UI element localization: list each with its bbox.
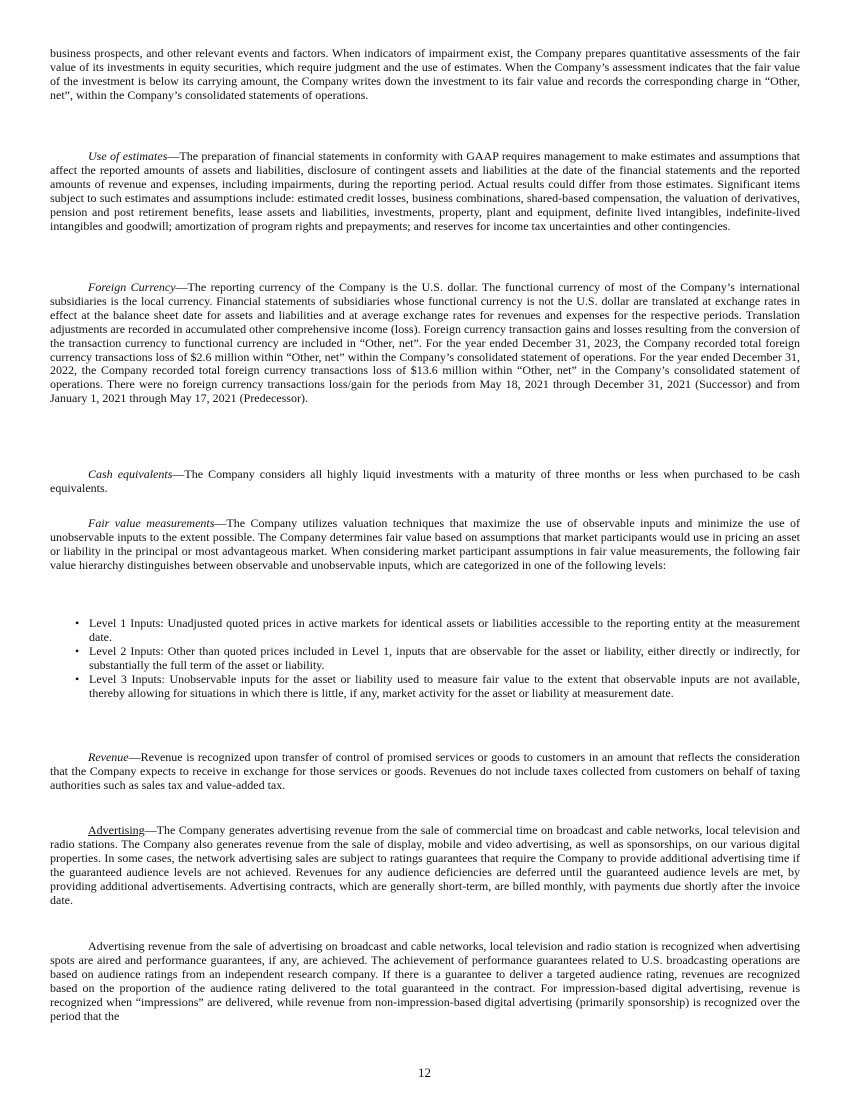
list-item-text: Level 3 Inputs: Unobservable inputs for the asset or liability used to measure fair value to the extent that observable inputs are not available, thereby allowing for situations in which there is little, if any, market activity for the asset or liability at measurement date. xyxy=(89,671,800,700)
revenue-paragraph xyxy=(50,751,800,793)
cash-equivalents-heading: Cash equivalents xyxy=(88,467,173,481)
revenue-heading: Revenue xyxy=(88,750,129,764)
revenue-text: —Revenue is recognized upon transfer of control of promised services or goods to customers in an amount that reflects the consideration that the Company expects to receive in exchange for those services or goods. Revenues do not include taxes collected from customers on behalf of taxing authorities such as sales tax and value-added tax. xyxy=(50,750,800,792)
advertising-text: —The Company generates advertising revenue from the sale of commercial time on broadcast and cable networks, local television and radio stations. The Company also generates revenue from the sale of display, mobile and video advertising, as well as sponsorships, on our various digital properties. In some cases, the network advertising sales are subject to ratings guarantees that require the Company to provide additional advertising time if the guaranteed audience levels are not achieved. Revenues for any audience deficiencies are deferred until the guaranteed audience levels are met, by providing additional advertisements. Advertising contracts, which are generally short-term, are billed monthly, with payments due shortly after the invoice date. xyxy=(50,823,800,907)
bullet-marker: • xyxy=(75,643,80,658)
list-item-text: Level 1 Inputs: Unadjusted quoted prices in active markets for identical assets or liabilities accessible to the reporting entity at the measurement date. xyxy=(89,616,800,644)
impairment-paragraph: business prospects, and other relevant events and factors. When indicators of impairment exist, the Company prepares quantitative assessments of the fair value of its investments in equity securities, which require judgment and the use of estimates. When the Company’s assessment indicates that the fair value of the investment is below its carrying amount, the Company writes down the investment to its fair value and records the corresponding charge in “Other, net”, within the Company’s consolidated statements of operations. xyxy=(50,46,800,102)
use-of-estimates-paragraph xyxy=(50,150,800,233)
fair-value-levels-list xyxy=(50,617,800,700)
list-item xyxy=(50,645,800,673)
page-number: 12 xyxy=(418,1065,431,1080)
foreign-currency-paragraph xyxy=(50,281,800,406)
list-item xyxy=(50,673,800,701)
bullet-marker: • xyxy=(75,616,80,630)
fair-value-paragraph xyxy=(50,517,800,573)
cash-equivalents-paragraph xyxy=(50,468,800,496)
advertising-heading: Advertising xyxy=(88,823,145,837)
advertising-revenue-paragraph: Advertising revenue from the sale of advertising on broadcast and cable networks, local television and radio station is recognized when advertising spots are aired and performance guarantees, if any, are achieved. The achievement of performance guarantees related to U.S. broadcasting operations are based on audience ratings from an independent research company. If there is a guarantee to deliver a targeted audience rating, revenues are recognized based on the proportion of the audience rating delivered to the total guaranteed in the contract. For impression-based digital advertising, revenue is recognized when “impressions” are delivered, while revenue from non-impression-based digital advertising (primarily sponsorship) is recognized over the period that the xyxy=(50,939,800,1023)
foreign-currency-heading: Foreign Currency xyxy=(88,280,176,294)
use-of-estimates-heading: Use of estimates xyxy=(88,149,168,163)
list-item-text: Level 2 Inputs: Other than quoted prices included in Level 1, inputs that are observable for the asset or liability, either directly or indirectly, for substantially the full term of the asset or liability. xyxy=(89,643,800,672)
cash-equivalents-text: —The Company considers all highly liquid investments with a maturity of three months or less when purchased to be cash equivalents. xyxy=(50,467,801,495)
fair-value-heading: Fair value measurements xyxy=(88,516,215,530)
fair-value-text: —The Company utilizes valuation techniques that maximize the use of observable inputs and minimize the use of unobservable inputs to the extent possible. The Company determines fair value based on assumptions that market participants would use in pricing an asset or liability in the principal or most advantageous market. When considering market participant assumptions in fair value measurements, the following fair value hierarchy distinguishes between observable and unobservable inputs, which are categorized in one of the following levels: xyxy=(50,516,801,572)
use-of-estimates-text: —The preparation of financial statements in conformity with GAAP requires management to make estimates and assumptions that affect the reported amounts of assets and liabilities, disclosure of contingent assets and liabilities at the date of the financial statements and the reported amounts of revenue and expenses, including impairments, during the reporting period. Actual results could differ from those estimates. Significant items subject to such estimates and assumptions include: estimated credit losses, business combinations, shared-based compensation, the valuation of derivatives, pension and post retirement benefits, lease assets and liabilities, investments, property, plant and equipment, definite lived intangibles, indefinite-lived intangibles and goodwill; amortization of program rights and prepayments; and reserves for income tax uncertainties and other contingencies. xyxy=(50,149,800,233)
advertising-paragraph xyxy=(50,824,800,907)
list-item xyxy=(50,617,800,645)
foreign-currency-text: —The reporting currency of the Company is the U.S. dollar. The functional currency of most of the Company’s international subsidiaries is the local currency. Financial statements of subsidiaries whose functional currency is not the U.S. dollar are translated at exchange rates in effect at the balance sheet date for assets and liabilities and at average exchange rates for revenues and expenses for the respective periods. Translation adjustments are recorded in accumulated other comprehensive income (loss). Foreign currency transaction gains and losses resulting from the conversion of the transaction currency to functional currency are included in “Other, net”. For the year ended December 31, 2023, the Company recorded total foreign currency transactions loss of $2.6 million within “Other, net” within the Company’s consolidated statement of operations. For the year ended December 31, 2022, the Company recorded total foreign currency transactions loss of $13.6 million within “Other, net” in the Company’s consolidated statement of operations. There were no foreign currency transactions loss/gain for the periods from May 18, 2021 through December 31, 2021 (Successor) and from January 1, 2021 through May 17, 2021 (Predecessor). xyxy=(50,280,800,406)
bullet-marker: • xyxy=(75,671,80,686)
